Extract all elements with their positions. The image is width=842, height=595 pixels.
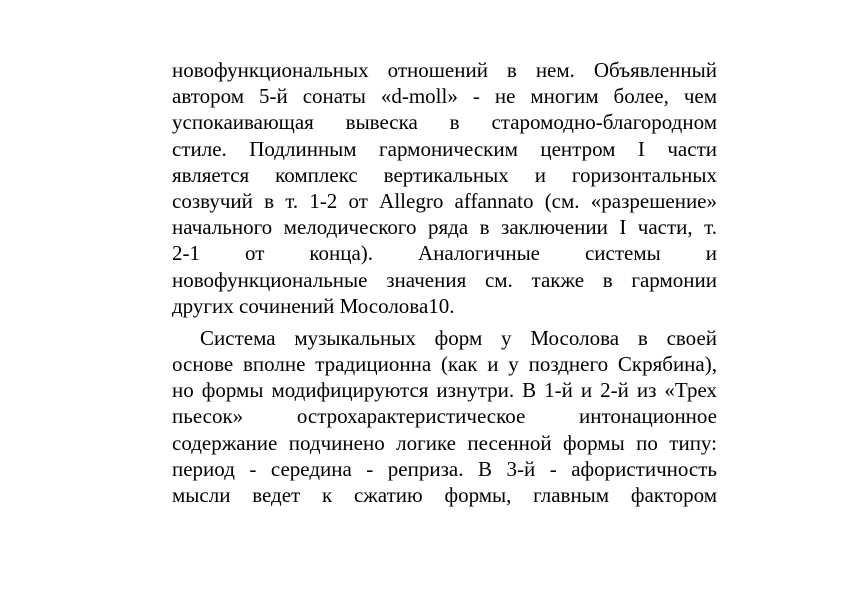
text-line: 2-1 от конца). Аналогичные системы и: [172, 241, 717, 266]
text-line: новофункциональных отношений в нем. Объявленный: [172, 58, 717, 82]
text-line: автором 5-й сонаты «d-moll» - не многим более, чем: [172, 84, 717, 109]
text-line: является комплекс вертикальных и горизонтальных: [172, 162, 717, 187]
text-line: основе вполне традиционна (как и у позднего Скрябина),: [172, 352, 717, 377]
text-line: успокаивающая вывеска в старомодно-благородном: [172, 110, 717, 135]
body-text: [172, 57, 717, 508]
text-line: мысли ведет к сжатию формы, главным фактором: [172, 483, 717, 507]
text-line: созвучий в т. 1-2 от Allegro affannato (см. «разрешение»: [172, 188, 717, 213]
text-line: начального мелодического ряда в заключении I части, т.: [172, 215, 717, 240]
text-line: стиле. Подлинным гармоническим центром I части: [172, 136, 717, 161]
text-line: Система музыкальных форм у Мосолова в своей: [200, 325, 717, 350]
text-line: других сочинений Мосолова10.: [172, 293, 455, 318]
paragraph-1: [172, 57, 717, 319]
paragraph-2: [172, 325, 717, 508]
text-line: период - середина - реприза. В 3-й - афористичность: [172, 456, 717, 481]
text-line: но формы модифицируются изнутри. В 1-й и 2-й из «Трех: [172, 378, 717, 403]
text-line: новофункциональные значения см. также в гармонии: [172, 267, 717, 292]
text-line: содержание подчинено логике песенной формы по типу:: [172, 430, 717, 455]
text-line: пьесок» острохарактеристическое интонационное: [172, 404, 717, 429]
